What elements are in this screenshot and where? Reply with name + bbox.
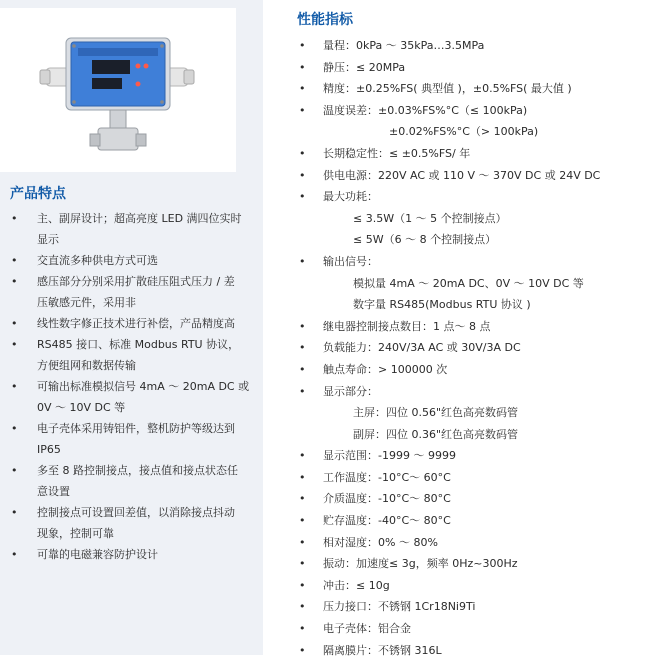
spec-accuracy: • 精度：±0.25%FS( 典型值 )，±0.5%FS( 最大值 ) — [297, 78, 642, 100]
feature-item: • 多至 8 路控制接点，接点值和接点状态任 意设置 — [0, 460, 280, 502]
spec-pressure-interface: • 压力接口：不锈钢 1Cr18Ni9Ti — [297, 596, 642, 618]
feature-item: • 可输出标准模拟信号 4mA ～ 20mA DC 或 0V ～ 10V DC 等 — [0, 376, 280, 418]
product-features-title: 产品特点 — [10, 186, 66, 202]
feature-item: • 电子壳体采用铸铝件，整机防护等级达到 IP65 — [0, 418, 280, 460]
spec-output-signal: • 输出信号： 模拟量 4mA ～ 20mA DC、0V ～ 10V DC 等 数字量 RS485(Modbus RTU 协议 ) — [297, 251, 642, 316]
feature-item: • 可靠的电磁兼容防护设计 — [0, 544, 280, 565]
feature-item: • 交直流多种供电方式可选 — [0, 250, 280, 271]
spec-isolation-diaphragm: • 隔离膜片：不锈钢 316L — [297, 640, 642, 661]
performance-specs-title: 性能指标 — [297, 12, 353, 28]
spec-shock: • 冲击：≤ 10g — [297, 575, 642, 597]
spec-list — [297, 35, 642, 661]
spec-static-pressure: • 静压：≤ 20MPa — [297, 57, 642, 79]
spec-relay-points: • 继电器控制接点数目：1 点～ 8 点 — [297, 316, 642, 338]
spec-operating-temp: • 工作温度：-10°C～ 60°C — [297, 467, 642, 489]
feature-item: • 感压部分分别采用扩散硅压阻式压力 / 差 压敏感元件，采用非 — [0, 271, 280, 313]
spec-humidity: • 相对湿度：0% ～ 80% — [297, 532, 642, 554]
feature-item: • RS485 接口、标准 Modbus RTU 协议， 方便组网和数据传输 — [0, 334, 280, 376]
feature-list — [0, 208, 280, 565]
spec-display-range: • 显示范围：-1999 ～ 9999 — [297, 445, 642, 467]
feature-item: • 主、副屏设计；超高亮度 LED 满四位实时 显示 — [0, 208, 280, 250]
left-panel — [0, 0, 263, 655]
spec-max-power: • 最大功耗： ≤ 3.5W（1 ～ 5 个控制接点） ≤ 5W（6 ～ 8 个控制接点） — [297, 186, 642, 251]
feature-item: • 控制接点可设置回差值，以消除接点抖动 现象，控制可靠 — [0, 502, 280, 544]
spec-long-term-stability: • 长期稳定性：≤ ±0.5%FS/ 年 — [297, 143, 642, 165]
spec-load-capacity: • 负载能力：240V/3A AC 或 30V/3A DC — [297, 337, 642, 359]
spec-vibration: • 振动：加速度≤ 3g，频率 0Hz~300Hz — [297, 553, 642, 575]
spec-power-supply: • 供电电源：220V AC 或 110 V ～ 370V DC 或 24V DC — [297, 165, 642, 187]
spec-medium-temp: • 介质温度：-10°C～ 80°C — [297, 488, 642, 510]
product-photo — [0, 8, 236, 172]
feature-item: • 线性数字修正技术进行补偿，产品精度高 — [0, 313, 280, 334]
spec-electronic-housing: • 电子壳体：铝合金 — [297, 618, 642, 640]
spec-contact-life: • 触点寿命：> 100000 次 — [297, 359, 642, 381]
spec-temperature-error: • 温度误差：±0.03%FS%°C（≤ 100kPa) ±0.02%FS%°C（> 100kPa) — [297, 100, 642, 143]
spec-storage-temp: • 贮存温度：-40°C～ 80°C — [297, 510, 642, 532]
spec-display: • 显示部分： 主屏：四位 0.56"红色高亮数码管 副屏：四位 0.36"红色高亮数码管 — [297, 381, 642, 446]
transmitter-image — [0, 8, 236, 172]
spec-range: • 量程：0kPa ～ 35kPa…3.5MPa — [297, 35, 642, 57]
